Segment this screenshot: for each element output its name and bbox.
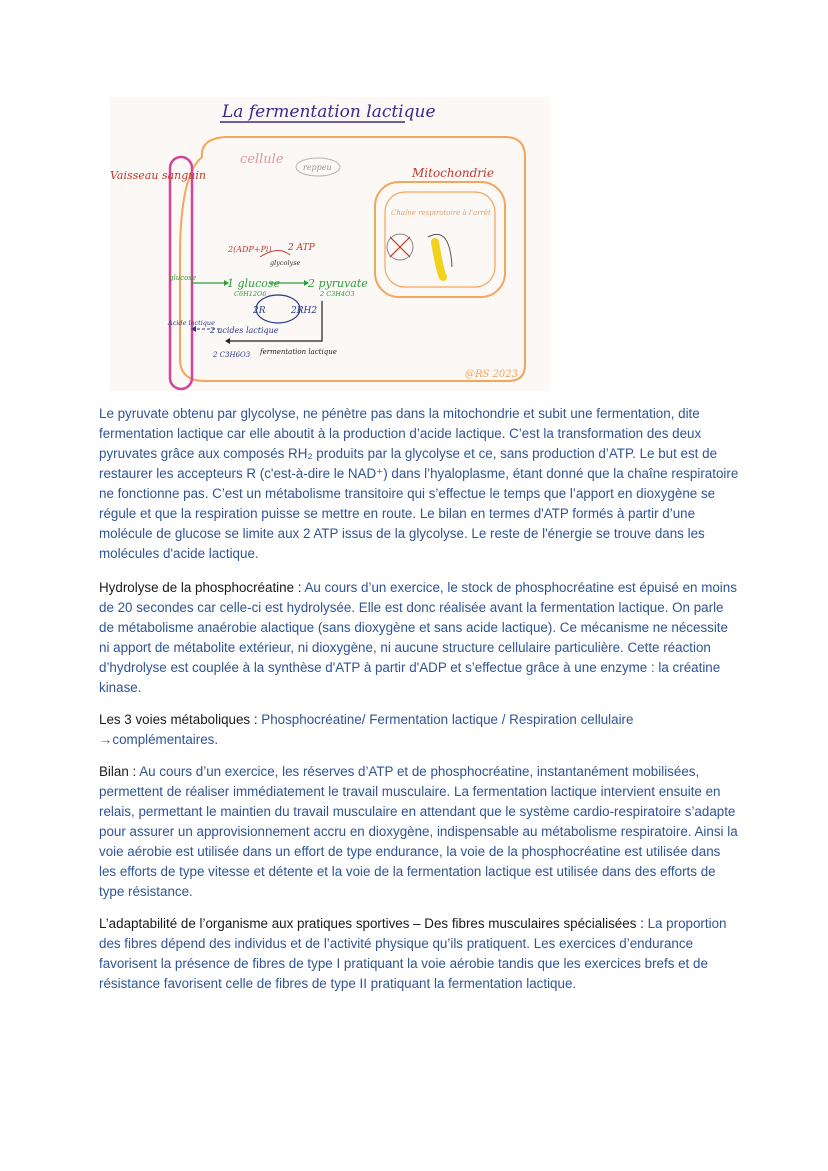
- paragraph-fermentation-text: Le pyruvate obtenu par glycolyse, ne pénètre pas dans la mitochondrie et subit une fermentation, dite fermentation lactique car elle aboutit à la production d’acide lactique. C’est la transformation des deux pyruvates grâce aux composés RH₂ produits par la glycolyse et ce, sans production d’ATP. Le but est de restaurer les accepteurs R (c'est-à-dire le NAD⁺) dans l’hyaloplasme, étant donné que la chaîne respiratoire ne fonctionne pas. C’est un métabolisme transitoire qui s’effectue le temps que l’apport en dioxygène se régule et que la respiration puisse se mettre en route. Le bilan en termes d'ATP formés à partir d’une molécule de glucose se limite aux 2 ATP issus de la glycolyse. Le reste de l'énergie se trouve dans les molécules d'acide lactique.: [99, 406, 739, 561]
- mitochondria-outer: [375, 182, 505, 297]
- label-signature: @RS 2023: [465, 369, 519, 380]
- label-cellule: cellule: [240, 152, 284, 167]
- label-atp: 2 ATP: [288, 243, 315, 253]
- paragraph-voies-text: Phosphocréatine/ Fermentation lactique / Respiration cellulaire →complémentaires.: [99, 712, 634, 747]
- label-vaisseau: Vaisseau sanguin: [110, 169, 206, 182]
- label-chaine: Chaîne respiratoire à l'arrêt: [391, 209, 491, 217]
- heading-fibres: L’adaptabilité de l’organisme aux pratiques sportives – Des fibres musculaires spécialisées :: [99, 916, 648, 931]
- diagram-title: La fermentation lactique: [222, 102, 436, 122]
- paragraph-voies: [99, 710, 739, 750]
- paragraph-bilan: [99, 762, 739, 902]
- fermentation-arrowhead: [225, 338, 230, 344]
- label-fermentation: fermentation lactique: [260, 348, 337, 356]
- label-glycolyse: glycolyse: [270, 259, 301, 267]
- heading-phosphocreatine: Hydrolyse de la phosphocréatine :: [99, 580, 305, 595]
- paragraph-fibres-text: La proportion des fibres dépend des individus et de l’activité physique qu’ils pratiquent. Les exercices d’endurance favorisent la présence de fibres de type I pratiquant la voie aérobie tandis que les exercices brefs et de résistance favorisent celle de fibres de type II pratiquant la fermentation lactique.: [99, 916, 727, 991]
- paragraph-bilan-text: Au cours d’un exercice, les réserves d’ATP et de phosphocréatine, instantanément mobilisées, permettent de réaliser immédiatement le travail musculaire. La fermentation lactique intervient ensuite en relais, permettant le maintien du travail musculaire en attendant que le système cardio-respiratoire s’adapte pour assurer un approvisionnement accru en dioxygène, indispensable au métabolisme respiratoire. Ainsi la voie aérobie est utilisée dans un effort de type endurance, la voie de la phosphocréatine est utilisée dans les efforts de type vitesse et détente et la voie de la fermentation lactique est utilisée dans des efforts de type résistance.: [99, 764, 738, 899]
- paragraph-phosphocreatine: [99, 578, 739, 698]
- label-glucose: 1 glucose: [227, 277, 281, 290]
- label-2rh2: 2RH2: [291, 306, 318, 316]
- label-reppeu: reppeu: [303, 163, 332, 172]
- label-mitochondrie: Mitochondrie: [412, 166, 494, 180]
- label-2r: 2R: [253, 306, 266, 316]
- heading-voies: Les 3 voies métaboliques :: [99, 712, 262, 727]
- heading-bilan: Bilan :: [99, 764, 140, 779]
- paragraph-phosphocreatine-text: Au cours d’un exercice, le stock de phosphocréatine est épuisé en moins de 20 secondes car celle-ci est hydrolysée. Elle est donc réalisée avant la fermentation lactique. On parle de métabolisme anaérobie alactique (sans dioxygène et sans acide lactique). Ce mécanisme ne nécessite ni apport de métabolite extérieur, ni dioxygène, ni aucune structure cellulaire particulière. Cette réaction d’hydrolyse est couplée à la synthèse d'ATP à partir d'ADP et s’effectue grâce à une enzyme : la créatine kinase.: [99, 580, 737, 695]
- label-adp: 2(ADP+Pi): [228, 245, 272, 254]
- paragraph-fermentation: [99, 404, 739, 564]
- paragraph-fibres: [99, 914, 739, 994]
- highlight-stroke: [435, 242, 443, 277]
- label-acide-left: Acide lactique: [168, 319, 215, 327]
- label-acide-formula: 2 C3H6O3: [213, 351, 251, 359]
- label-acide-2: 2 acides lactique: [210, 326, 279, 335]
- label-pyruvate: 2 pyruvate: [308, 277, 368, 290]
- label-glucose-formula: C6H12O6: [234, 290, 267, 298]
- label-pyruvate-formula: 2 C3H4O3: [320, 290, 355, 298]
- fermentation-diagram: [110, 97, 550, 391]
- label-glucose-left: glucose: [169, 274, 197, 282]
- diagram-svg: [110, 97, 550, 391]
